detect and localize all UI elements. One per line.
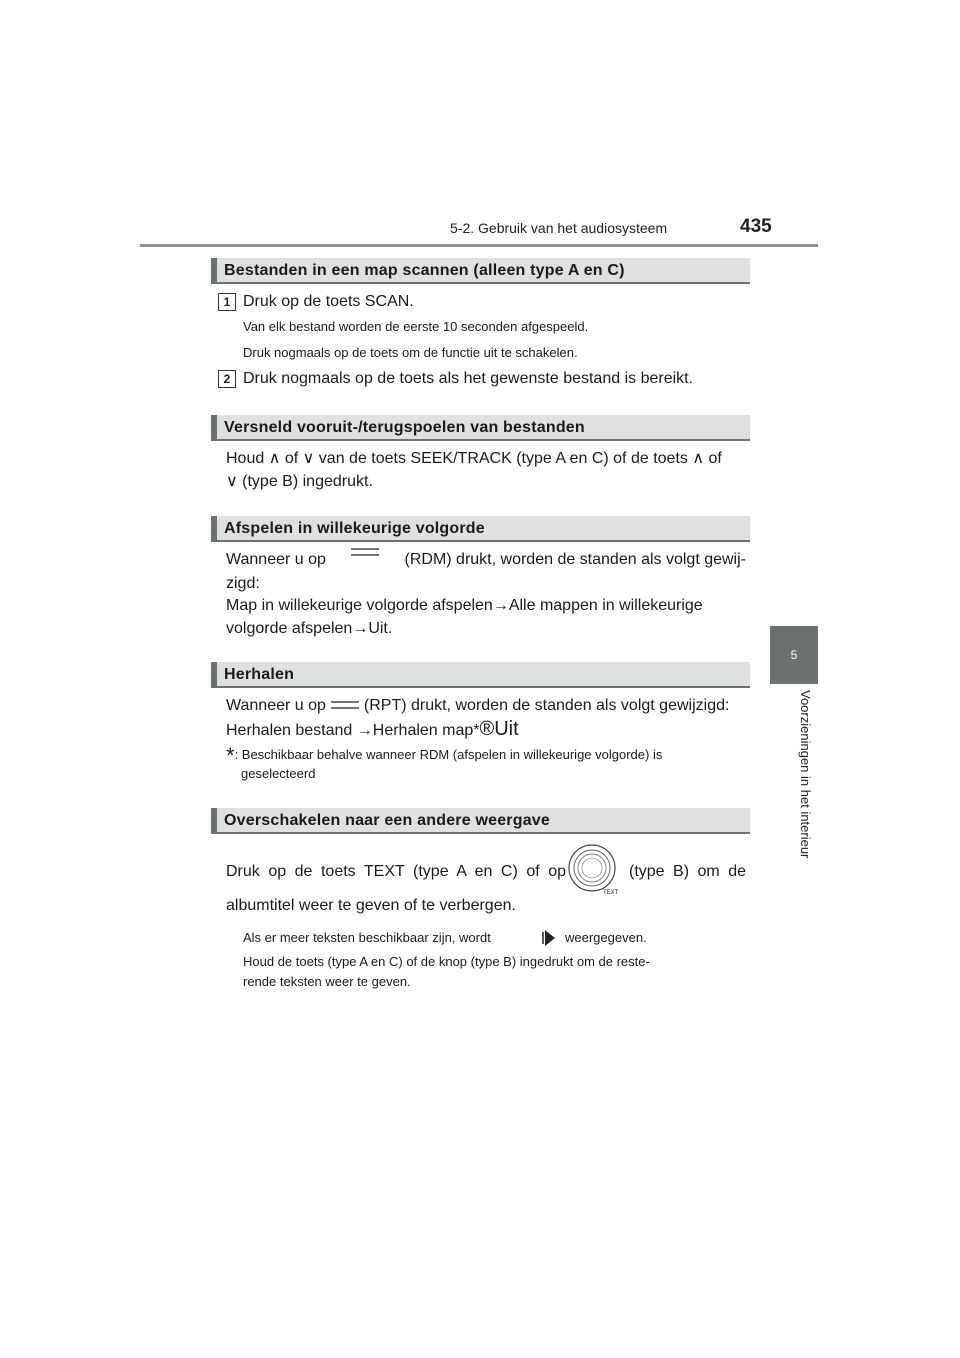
seek-text-line-1: Houd ∧ of ∨ van de toets SEEK/TRACK (type A en C) of de toets ∧ of [226, 450, 722, 467]
random-text-line-1-start: Wanneer u op [226, 551, 326, 568]
chapter-tab-label: Voorzieningen in het interieur [798, 690, 813, 859]
display-note-2-line-2: rende teksten weer te geven. [243, 974, 411, 989]
step-number-1: 1 [218, 293, 236, 311]
repeat-text-line-2 [226, 717, 519, 743]
repeat-text-line-1 [226, 694, 729, 718]
repeat-text-line-1-start: Wanneer u op [226, 697, 326, 714]
chapter-tab-number: 5 [770, 626, 818, 684]
random-text-line-3: Map in willekeurige volgorde afspelen→Alle mappen in willekeurige [226, 597, 703, 614]
step-number-2: 2 [218, 370, 236, 388]
random-text-line-2: zigd: [226, 575, 260, 592]
repeat-text-line-2-start: Herhalen bestand →Herhalen map* [226, 722, 480, 739]
footnote-asterisk: * [226, 743, 235, 768]
display-note-1-start: Als er meer teksten beschikbaar zijn, wordt [243, 930, 491, 945]
header-rule [140, 244, 818, 247]
step-1-text: Druk op de toets SCAN. [243, 293, 414, 310]
step-1-note-1: Van elk bestand worden de eerste 10 seconden afgespeeld. [243, 319, 589, 334]
step-1-note-2: Druk nogmaals op de toets om de functie uit te schakelen. [243, 345, 578, 360]
repeat-footnote-line-2: geselecteerd [241, 766, 316, 781]
page-number: 435 [740, 216, 772, 237]
repeat-text-line-1-end: (RPT) drukt, worden de standen als volgt gewijzigd: [363, 697, 730, 714]
display-note-1-end: weergegeven. [565, 930, 647, 945]
footnote-text: : Beschikbaar behalve wanneer RDM (afspelen in willekeurige volgorde) is [234, 747, 663, 762]
repeat-footnote-line-1 [226, 745, 746, 766]
random-text-line-4: volgorde afspelen→Uit. [226, 620, 393, 637]
section-heading-repeat: Herhalen [211, 662, 750, 688]
section-heading-scan: Bestanden in een map scannen (alleen type A en C) [211, 258, 750, 284]
seek-text-line-2: ∨ (type B) ingedrukt. [226, 473, 373, 490]
display-text-line-1-end: (type B) om de [629, 863, 746, 880]
knob-text-label: TEXT [603, 890, 619, 896]
random-text-line-1-end: (RDM) drukt, worden de standen als volgt gewij- [404, 551, 746, 568]
random-text-line-1 [226, 548, 746, 572]
rdm-button-icon [350, 548, 380, 557]
section-heading-random: Afspelen in willekeurige volgorde [211, 516, 750, 542]
display-note-2-line-1: Houd de toets (type A en C) of de knop (type B) ingedrukt om de reste- [243, 954, 650, 969]
display-text-line-2: albumtitel weer te geven of te verbergen. [226, 897, 516, 914]
repeat-text-line-2-end: ®Uit [479, 718, 519, 740]
more-text-arrow-icon [541, 928, 557, 948]
step-2-text: Druk nogmaals op de toets als het gewenste bestand is bereikt. [243, 370, 694, 387]
running-header-section: 5-2. Gebruik van het audiosysteem [450, 220, 668, 236]
rpt-button-icon [330, 701, 360, 710]
section-heading-seek: Versneld vooruit-/terugspoelen van bestanden [211, 415, 750, 441]
text-knob-icon [566, 842, 626, 898]
display-text-line-1-start: Druk op de toets TEXT (type A en C) of op [226, 863, 566, 880]
section-heading-display: Overschakelen naar een andere weergave [211, 808, 750, 834]
